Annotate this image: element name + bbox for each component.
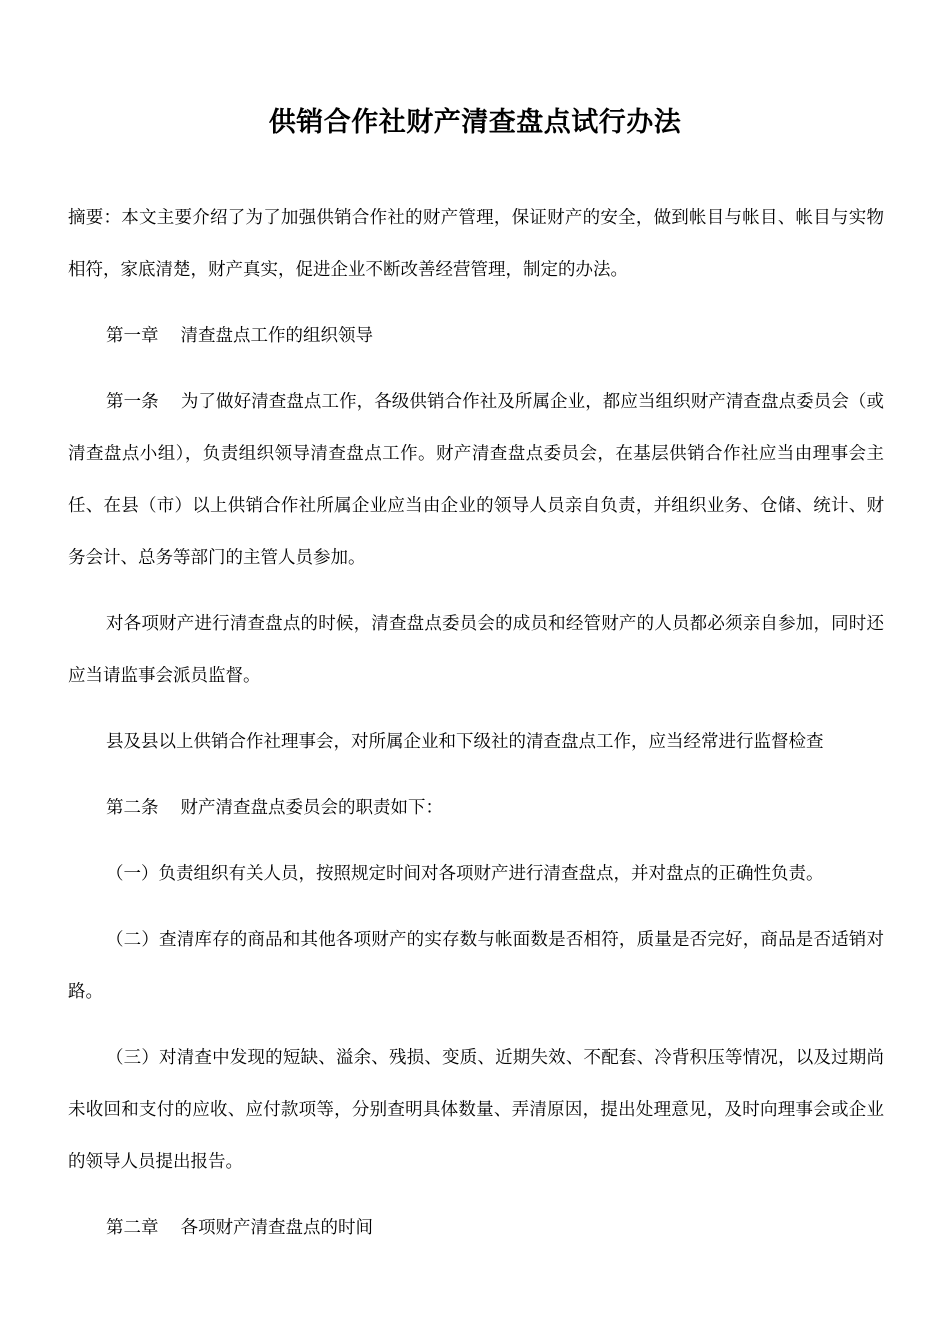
- chapter-1-heading: [68, 310, 884, 362]
- chapter-1-title: 清查盘点工作的组织领导: [180, 326, 373, 346]
- supervision-paragraph: 县及县以上供销合作社理事会，对所属企业和下级社的清查盘点工作，应当经常进行监督检查: [106, 732, 824, 752]
- document-title: 供销合作社财产清查盘点试行办法: [268, 107, 682, 138]
- abstract-paragraph: 摘要：本文主要介绍了为了加强供销合作社的财产管理，保证财产的安全，做到帐目与帐目、帐目与实物相符，家底清楚，财产真实，促进企业不断改善经营管理，制定的办法。: [68, 208, 884, 280]
- chapter-2-number: 第二章: [106, 1218, 159, 1238]
- document-body: [68, 192, 884, 1268]
- article-1-paragraph: [68, 376, 884, 584]
- duty-3-paragraph: （三）对清查中发现的短缺、溢余、残损、变质、近期失效、不配套、冷背积压等情况，以及过期尚未收回和支付的应收、应付款项等，分别查明具体数量、弄清原因，提出处理意见，及时向理事会或企业的领导人员提出报告。: [68, 1048, 884, 1172]
- article-1-text: 为了做好清查盘点工作，各级供销合作社及所属企业，都应当组织财产清查盘点委员会（或清查盘点小组），负责组织领导清查盘点工作。财产清查盘点委员会，在基层供销合作社应当由理事会主任、在县（市）以上供销合作社所属企业应当由企业的领导人员亲自负责，并组织业务、仓储、统计、财务会计、总务等部门的主管人员参加。: [68, 392, 885, 568]
- duty-1-paragraph: （一）负责组织有关人员，按照规定时间对各项财产进行清查盘点，并对盘点的正确性负责。: [106, 864, 824, 884]
- chapter-2-title: 各项财产清查盘点的时间: [180, 1218, 373, 1238]
- chapter-2-heading: [68, 1202, 884, 1254]
- article-2-number: 第二条: [106, 798, 159, 818]
- chapter-1-number: 第一章: [106, 326, 159, 346]
- article-2-paragraph: [68, 782, 884, 834]
- duty-2-paragraph: （二）查清库存的商品和其他各项财产的实存数与帐面数是否相符，质量是否完好，商品是否适销对路。: [68, 930, 884, 1002]
- participation-paragraph: 对各项财产进行清查盘点的时候，清查盘点委员会的成员和经管财产的人员都必须亲自参加，同时还应当请监事会派员监督。: [68, 614, 884, 686]
- article-1-number: 第一条: [106, 392, 159, 412]
- article-2-text: 财产清查盘点委员会的职责如下：: [180, 798, 443, 818]
